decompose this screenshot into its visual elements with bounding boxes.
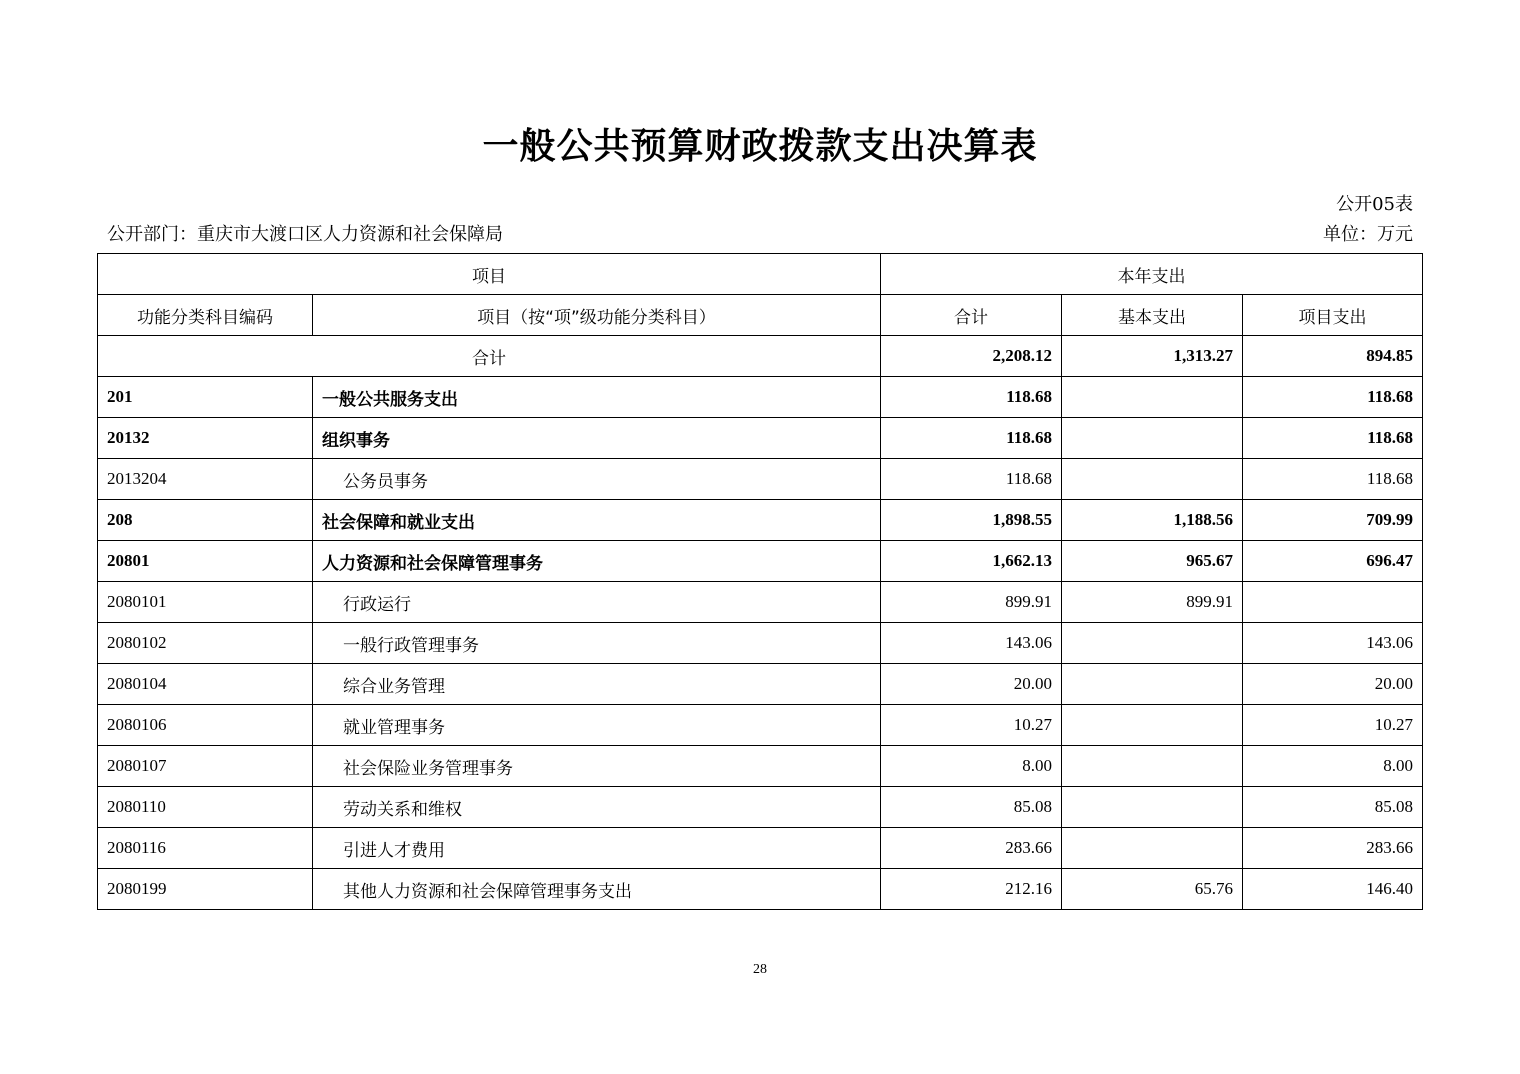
row-code: 2080104 [98,664,313,705]
row-name: 组织事务 [313,418,881,459]
table-row [98,541,1423,582]
row-total: 85.08 [881,787,1062,828]
row-basic [1062,787,1243,828]
table-row [98,869,1423,910]
row-basic [1062,828,1243,869]
table-number: 公开05表 [1336,194,1413,215]
row-code: 20132 [98,418,313,459]
row-total: 283.66 [881,828,1062,869]
row-code: 2080110 [98,787,313,828]
row-code: 2080107 [98,746,313,787]
row-basic: 1,188.56 [1062,500,1243,541]
table-row [98,377,1423,418]
row-basic: 65.76 [1062,869,1243,910]
row-basic: 965.67 [1062,541,1243,582]
total-row [98,336,1423,377]
total-project: 894.85 [1243,336,1423,377]
row-name: 综合业务管理 [313,664,881,705]
row-total: 212.16 [881,869,1062,910]
row-code: 208 [98,500,313,541]
row-project: 20.00 [1243,664,1423,705]
row-project [1243,582,1423,623]
row-project: 118.68 [1243,377,1423,418]
row-project: 709.99 [1243,500,1423,541]
table-row [98,582,1423,623]
row-name: 劳动关系和维权 [313,787,881,828]
header-total: 合计 [881,295,1062,336]
row-total: 118.68 [881,459,1062,500]
row-total: 10.27 [881,705,1062,746]
row-name: 一般公共服务支出 [313,377,881,418]
row-project: 118.68 [1243,418,1423,459]
row-total: 118.68 [881,377,1062,418]
row-basic [1062,623,1243,664]
page-number: 28 [753,962,767,977]
header-row-1 [98,254,1423,295]
header-basic: 基本支出 [1062,295,1243,336]
row-code: 2080116 [98,828,313,869]
row-code: 201 [98,377,313,418]
table-row [98,500,1423,541]
header-project-expense: 项目支出 [1243,295,1423,336]
row-name: 引进人才费用 [313,828,881,869]
table-row [98,418,1423,459]
row-code: 2080102 [98,623,313,664]
row-project: 696.47 [1243,541,1423,582]
table-row [98,623,1423,664]
row-total: 899.91 [881,582,1062,623]
department-label: 公开部门：重庆市大渡口区人力资源和社会保障局 [107,224,503,245]
table-row [98,705,1423,746]
row-basic [1062,459,1243,500]
row-code: 2080199 [98,869,313,910]
table-row [98,664,1423,705]
row-total: 143.06 [881,623,1062,664]
header-code: 功能分类科目编码 [98,295,313,336]
total-basic: 1,313.27 [1062,336,1243,377]
row-project: 118.68 [1243,459,1423,500]
row-project: 283.66 [1243,828,1423,869]
table-row [98,459,1423,500]
row-project: 8.00 [1243,746,1423,787]
row-basic [1062,377,1243,418]
table-row [98,746,1423,787]
header-row-2 [98,295,1423,336]
table-row [98,828,1423,869]
row-total: 1,898.55 [881,500,1062,541]
total-sum: 2,208.12 [881,336,1062,377]
row-code: 2013204 [98,459,313,500]
row-name: 行政运行 [313,582,881,623]
page-title: 一般公共预算财政拨款支出决算表 [482,126,1038,167]
row-total: 20.00 [881,664,1062,705]
row-name: 社会保险业务管理事务 [313,746,881,787]
row-code: 2080106 [98,705,313,746]
total-label: 合计 [98,336,881,377]
row-name: 一般行政管理事务 [313,623,881,664]
row-basic [1062,664,1243,705]
row-name: 其他人力资源和社会保障管理事务支出 [313,869,881,910]
expenditure-table [97,253,1423,910]
row-total: 8.00 [881,746,1062,787]
row-basic [1062,746,1243,787]
row-project: 10.27 [1243,705,1423,746]
row-project: 85.08 [1243,787,1423,828]
row-project: 143.06 [1243,623,1423,664]
row-basic [1062,705,1243,746]
header-current-year: 本年支出 [881,254,1423,295]
row-name: 人力资源和社会保障管理事务 [313,541,881,582]
unit-label: 单位：万元 [1323,224,1413,245]
row-name: 就业管理事务 [313,705,881,746]
row-project: 146.40 [1243,869,1423,910]
table-row [98,787,1423,828]
row-basic [1062,418,1243,459]
row-name: 公务员事务 [313,459,881,500]
header-project: 项目 [98,254,881,295]
row-code: 20801 [98,541,313,582]
header-item: 项目（按“项”级功能分类科目） [313,295,881,336]
row-code: 2080101 [98,582,313,623]
row-basic: 899.91 [1062,582,1243,623]
row-name: 社会保障和就业支出 [313,500,881,541]
row-total: 1,662.13 [881,541,1062,582]
row-total: 118.68 [881,418,1062,459]
